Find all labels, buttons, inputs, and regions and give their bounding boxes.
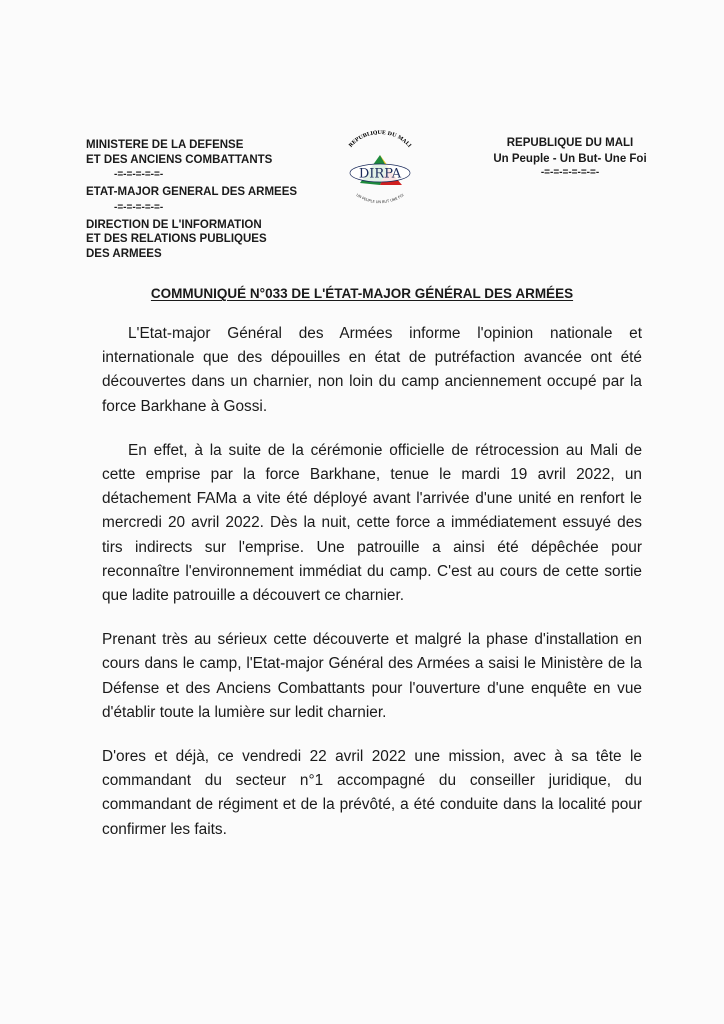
communique-title bbox=[0, 286, 724, 301]
logo-dirpa-text: DIRPA bbox=[358, 166, 402, 182]
direction-line-2: ET DES RELATIONS PUBLIQUES bbox=[86, 233, 267, 245]
paragraph-2: En effet, à la suite de la cérémonie officielle de rétrocession au Mali de cette emprise par la force Barkhane, tenue le mardi 19 avril 2022, un détachement FAMa a vite été déployé avant l'arrivée d'une unité en renfort le mercredi 20 avril 2022. Dès la nuit, cette force a immédiatement essuyé des tirs indirects sur l'emprise. Une patrouille a ainsi été dépêchée pour reconnaître l'environnement immédiat du camp. C'est au cours de cette sortie que ladite patrouille a découvert ce charnier. bbox=[102, 441, 642, 605]
separator-1: -=-=-=-=-=- bbox=[114, 169, 164, 180]
republic-motto: Un Peuple - Un But- Une Foi bbox=[493, 153, 647, 165]
republic-header bbox=[480, 135, 660, 179]
republic-name: REPUBLIQUE DU MALI bbox=[506, 137, 634, 149]
republic-separator: -=-=-=-=-=-=- bbox=[540, 167, 600, 178]
direction-line-3: DES ARMEES bbox=[86, 247, 162, 260]
logo-ring-top-text: REPUBLIQUE DU MALI bbox=[347, 129, 413, 149]
paragraph-4: D'ores et déjà, ce vendredi 22 avril 2022 une mission, avec à sa tête le commandant du secteur n°1 accompagné du conseiller juridique, du commandant de régiment et de la prévôté, a été conduite dans la localité pour confirmer les faits. bbox=[102, 748, 642, 838]
ministry-header bbox=[86, 138, 326, 261]
ministry-line-1: MINISTERE DE LA DEFENSE bbox=[86, 139, 244, 151]
direction-line-1: DIRECTION DE L'INFORMATION bbox=[86, 218, 262, 231]
communique-body bbox=[102, 322, 642, 862]
logo-ring-bottom-text: UN PEUPLE UN BUT UNE FOI bbox=[355, 193, 405, 205]
staff-line: ETAT-MAJOR GENERAL DES ARMEES bbox=[86, 186, 298, 198]
separator-2: -=-=-=-=-=- bbox=[114, 201, 164, 213]
paragraph-3: Prenant très au sérieux cette découverte et malgré la phase d'installation en cours dans le camp, l'Etat-major Général des Armées a saisi le Ministère de la Défense et des Anciens Combattants pour l'ouverture d'une enquête en vue d'établir toute la lumière sur ledit charnier. bbox=[102, 631, 642, 721]
communique-title-text: COMMUNIQUÉ N°033 DE L'ÉTAT-MAJOR GÉNÉRAL DES ARMÉES bbox=[150, 286, 574, 301]
dirpa-logo bbox=[330, 125, 430, 215]
paragraph-1: L'Etat-major Général des Armées informe l'opinion nationale et internationale que des dépouilles en état de putréfaction avancée ont été découvertes dans un charnier, non loin du camp anciennement occupé par la force Barkhane à Gossi. bbox=[102, 325, 642, 415]
ministry-line-2: ET DES ANCIENS COMBATTANTS bbox=[86, 153, 273, 166]
